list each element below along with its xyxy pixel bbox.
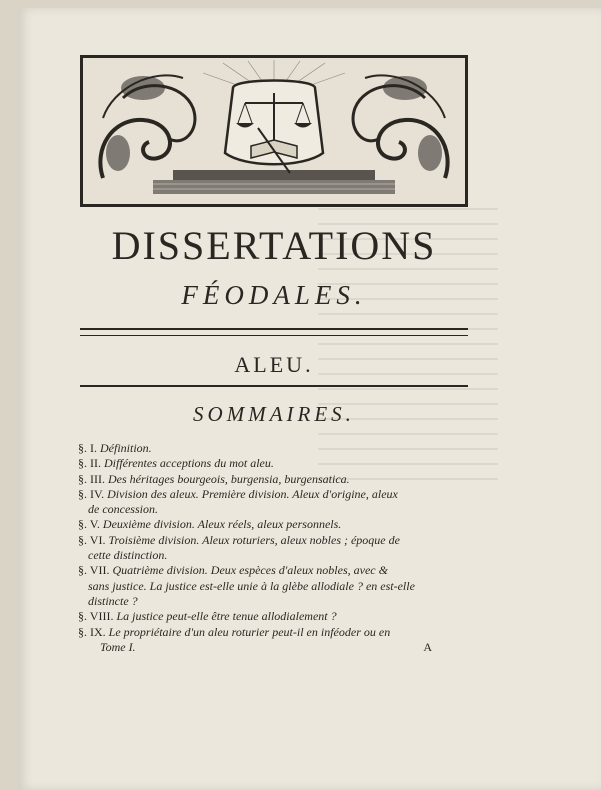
summary-heading: SOMMAIRES. <box>193 402 355 426</box>
summary-item <box>78 487 470 518</box>
summary-list <box>78 441 470 640</box>
volume-label: Tome I. <box>100 640 136 654</box>
ornament-scales-icon <box>83 58 465 204</box>
summary-text: Différentes acceptions du mot aleu. <box>104 456 274 471</box>
summary-item <box>78 563 470 609</box>
summary-item <box>78 609 470 624</box>
summary-item <box>78 533 470 564</box>
summary-number: §. V. <box>78 517 100 532</box>
summary-text: Division des aleux. Première division. Aleux d'origine, aleux <box>107 486 398 501</box>
summary-text: Troisième division. Aleux roturiers, aleux nobles ; époque de <box>108 532 400 547</box>
summary-number: §. IX. <box>78 624 106 639</box>
summary-text: La justice peut-elle être tenue allodialement ? <box>116 609 337 624</box>
summary-number: §. II. <box>78 456 101 471</box>
summary-continuation: distincte ? <box>88 593 138 608</box>
summary-item <box>78 625 470 640</box>
summary-text: Des héritages bourgeois, burgensia, burgensatica. <box>108 471 350 486</box>
title-line-1: DISSERTATIONS <box>111 223 437 268</box>
headpiece-vignette <box>80 55 468 207</box>
page-footer <box>100 640 432 655</box>
summary-text: Deuxième division. Aleux réels, aleux personnels. <box>102 517 342 532</box>
summary-number: §. IV. <box>78 486 105 501</box>
summary-text: Le propriétaire d'un aleu roturier peut-il en inféoder ou en <box>108 624 391 639</box>
summary-number: §. III. <box>78 471 105 486</box>
summary-text: Quatrième division. Deux espèces d'aleux nobles, avec & <box>112 563 388 578</box>
summary-continuation: cette distinction. <box>88 548 168 563</box>
summary-item <box>78 456 470 471</box>
summary-number: §. VI. <box>78 532 106 547</box>
summary-item <box>78 441 470 456</box>
section-title: ALEU. <box>234 352 314 377</box>
summary-text: Définition. <box>100 441 152 455</box>
summary-continuation: sans justice. La justice est-elle unie à la glèbe allodiale ? en est-elle <box>88 578 415 593</box>
summary-number: §. VII. <box>78 563 110 578</box>
signature-mark: A <box>423 640 432 654</box>
double-rule-divider <box>80 328 468 336</box>
summary-item <box>78 472 470 487</box>
summary-number: §. I. <box>78 441 97 455</box>
summary-number: §. VIII. <box>78 609 114 624</box>
title-line-2: FÉODALES. <box>181 280 367 310</box>
summary-continuation: de concession. <box>88 502 158 517</box>
rule-divider <box>80 385 468 387</box>
summary-item <box>78 517 470 532</box>
